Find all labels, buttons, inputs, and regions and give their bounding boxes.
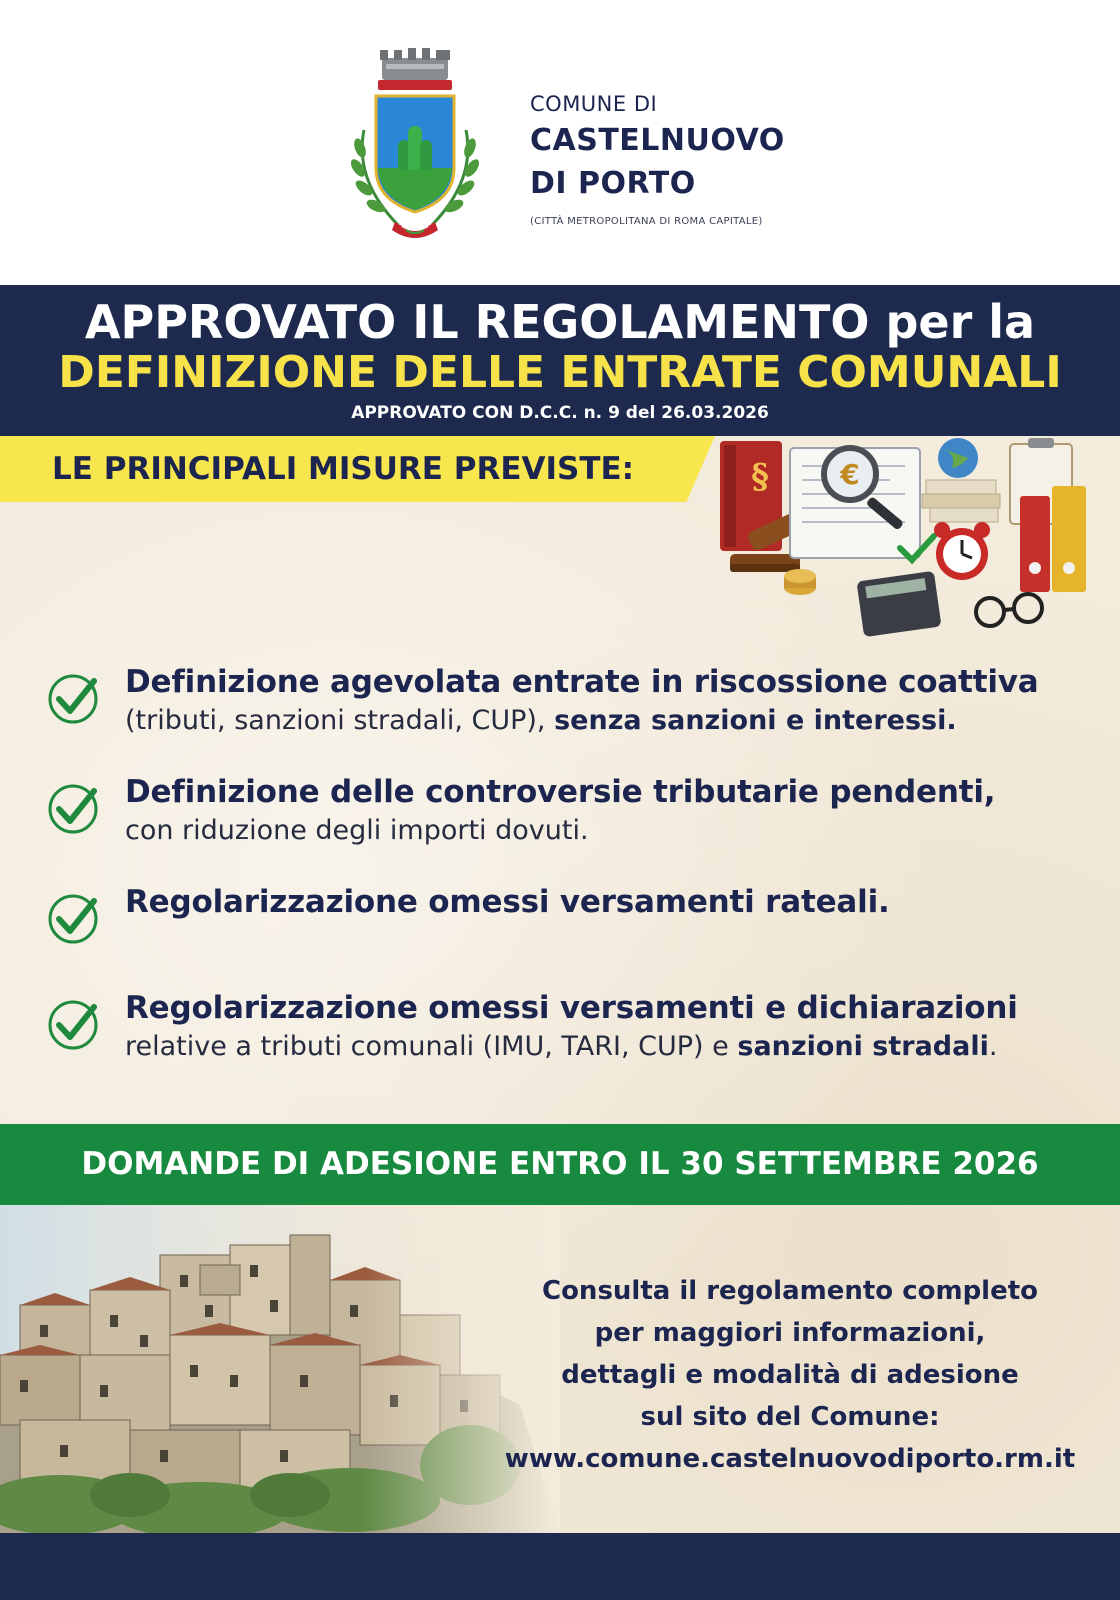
headline-line1: APPROVATO IL REGOLAMENTO per la xyxy=(84,295,1036,349)
municipality-subtitle: (CITTÀ METROPOLITANA DI ROMA CAPITALE) xyxy=(530,216,763,227)
svg-text:§: § xyxy=(751,457,769,497)
check-circle-icon xyxy=(46,672,100,726)
check-circle-icon xyxy=(46,782,100,836)
measure-description: con riduzione degli importi dovuti. xyxy=(125,815,589,846)
check-circle-icon xyxy=(46,998,100,1052)
check-circle-icon xyxy=(46,892,100,946)
footer-band xyxy=(0,1533,1120,1600)
headline-line2: DEFINIZIONE DELLE ENTRATE COMUNALI xyxy=(58,347,1062,398)
title-band xyxy=(0,285,1120,436)
office-documents-illustration xyxy=(690,436,1120,651)
info-line: per maggiori informazioni, xyxy=(594,1318,986,1348)
info-line: dettagli e modalità di adesione xyxy=(561,1360,1019,1390)
measure-title: Regolarizzazione omessi versamenti rateali. xyxy=(125,884,890,920)
header xyxy=(0,0,1120,285)
measure-title: Definizione delle controversie tributarie pendenti, xyxy=(125,774,996,810)
municipality-name-line1: CASTELNUOVO xyxy=(530,123,785,158)
town-illustration xyxy=(0,1205,560,1533)
info-line: sul sito del Comune: xyxy=(640,1402,940,1432)
info-line: Consulta il regolamento completo xyxy=(541,1276,1039,1306)
municipality-name-line2: DI PORTO xyxy=(530,166,696,201)
municipality-name-block xyxy=(530,92,785,227)
website-link[interactable]: www.comune.castelnuovodiporto.rm.it xyxy=(504,1444,1076,1474)
info-text xyxy=(490,1270,1090,1480)
measure-title: Regolarizzazione omessi versamenti e dichiarazioni xyxy=(125,990,1018,1026)
measure-description: relative a tributi comunali (IMU, TARI, CUP) e sanzioni stradali. xyxy=(125,1031,998,1062)
measures-heading: LE PRINCIPALI MISURE PREVISTE: xyxy=(52,451,635,487)
measure-title: Definizione agevolata entrate in riscossione coattiva xyxy=(125,664,1039,700)
measure-description: (tributi, sanzioni stradali, CUP), senza sanzioni e interessi. xyxy=(125,705,957,736)
svg-text:€: € xyxy=(840,458,860,491)
deadline-text: DOMANDE DI ADESIONE ENTRO IL 30 SETTEMBRE 2026 xyxy=(81,1146,1039,1182)
deadline-band xyxy=(0,1124,1120,1205)
comune-di-label: COMUNE DI xyxy=(530,92,658,116)
approval-reference: APPROVATO CON D.C.C. n. 9 del 26.03.2026 xyxy=(351,403,769,423)
coat-of-arms-logo xyxy=(340,40,500,250)
